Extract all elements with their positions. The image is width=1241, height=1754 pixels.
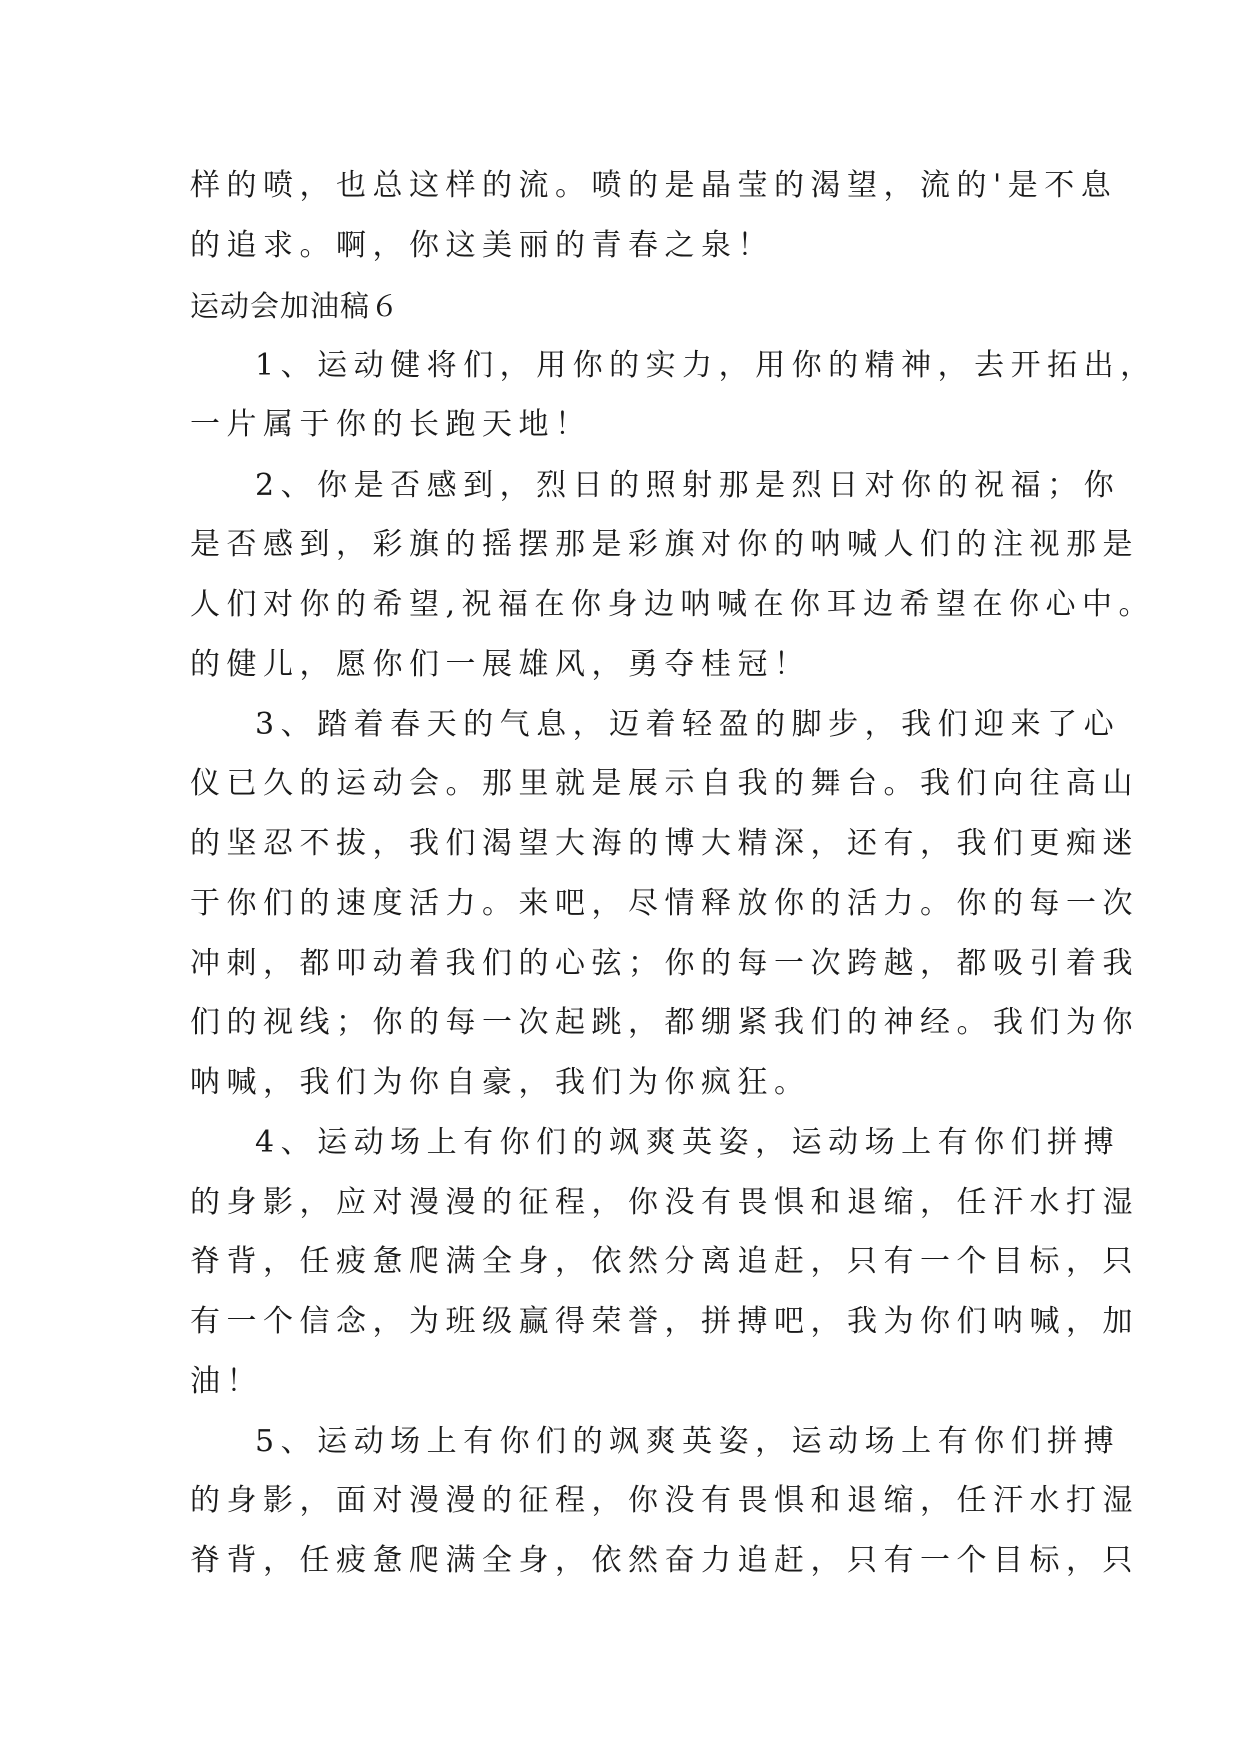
paragraph-3-line: 仪已久的运动会。那里就是展示自我的舞台。我们向往高山 [190, 766, 1139, 801]
paragraph-5-line: 脊背，任疲惫爬满全身，依然奋力追赶，只有一个目标，只 [190, 1543, 1139, 1578]
paragraph-2-line: 是否感到，彩旗的摇摆那是彩旗对你的呐喊人们的注视那是 [190, 527, 1139, 562]
paragraph-4-line: 油！ [190, 1364, 263, 1399]
paragraph-2-line: 2、你是否感到，烈日的照射那是烈日对你的祝福；你 [255, 468, 1121, 503]
paragraph-3-line: 的坚忍不拔，我们渴望大海的博大精深，还有，我们更痴迷 [190, 826, 1139, 861]
paragraph-5-line: 的身影，面对漫漫的征程，你没有畏惧和退缩，任汗水打湿 [190, 1483, 1139, 1518]
paragraph-5-line: 5、运动场上有你们的飒爽英姿，运动场上有你们拼搏 [255, 1424, 1121, 1459]
text-line: 的追求。啊，你这美丽的青春之泉！ [190, 228, 774, 263]
section-heading: 运动会加油稿６ [190, 289, 401, 323]
paragraph-4-line: 的身影，应对漫漫的征程，你没有畏惧和退缩，任汗水打湿 [190, 1185, 1139, 1220]
paragraph-4-line: 4、运动场上有你们的飒爽英姿，运动场上有你们拼搏 [255, 1125, 1121, 1160]
paragraph-3-line: 呐喊，我们为你自豪，我们为你疯狂。 [190, 1065, 811, 1100]
paragraph-2-line: 的健儿，愿你们一展雄风，勇夺桂冠！ [190, 647, 811, 682]
paragraph-3-line: 3、踏着春天的气息，迈着轻盈的脚步，我们迎来了心 [255, 707, 1121, 742]
text-line: 样的喷，也总这样的流。喷的是晶莹的渴望，流的'是不息 [190, 168, 1118, 203]
paragraph-2-line: 人们对你的希望,祝福在你身边呐喊在你耳边希望在你心中。 [190, 587, 1156, 622]
paragraph-4-line: 有一个信念，为班级赢得荣誉，拼搏吧，我为你们呐喊，加 [190, 1304, 1139, 1339]
paragraph-3-line: 于你们的速度活力。来吧，尽情释放你的活力。你的每一次 [190, 886, 1139, 921]
paragraph-1-line: 一片属于你的长跑天地！ [190, 407, 592, 442]
paragraph-3-line: 们的视线；你的每一次起跳，都绷紧我们的神经。我们为你 [190, 1005, 1139, 1040]
paragraph-3-line: 冲刺，都叩动着我们的心弦；你的每一次跨越，都吸引着我 [190, 946, 1139, 981]
paragraph-4-line: 脊背，任疲惫爬满全身，依然分离追赶，只有一个目标，只 [190, 1244, 1139, 1279]
paragraph-1-line: 1、运动健将们，用你的实力，用你的精神，去开拓出， [255, 348, 1157, 383]
